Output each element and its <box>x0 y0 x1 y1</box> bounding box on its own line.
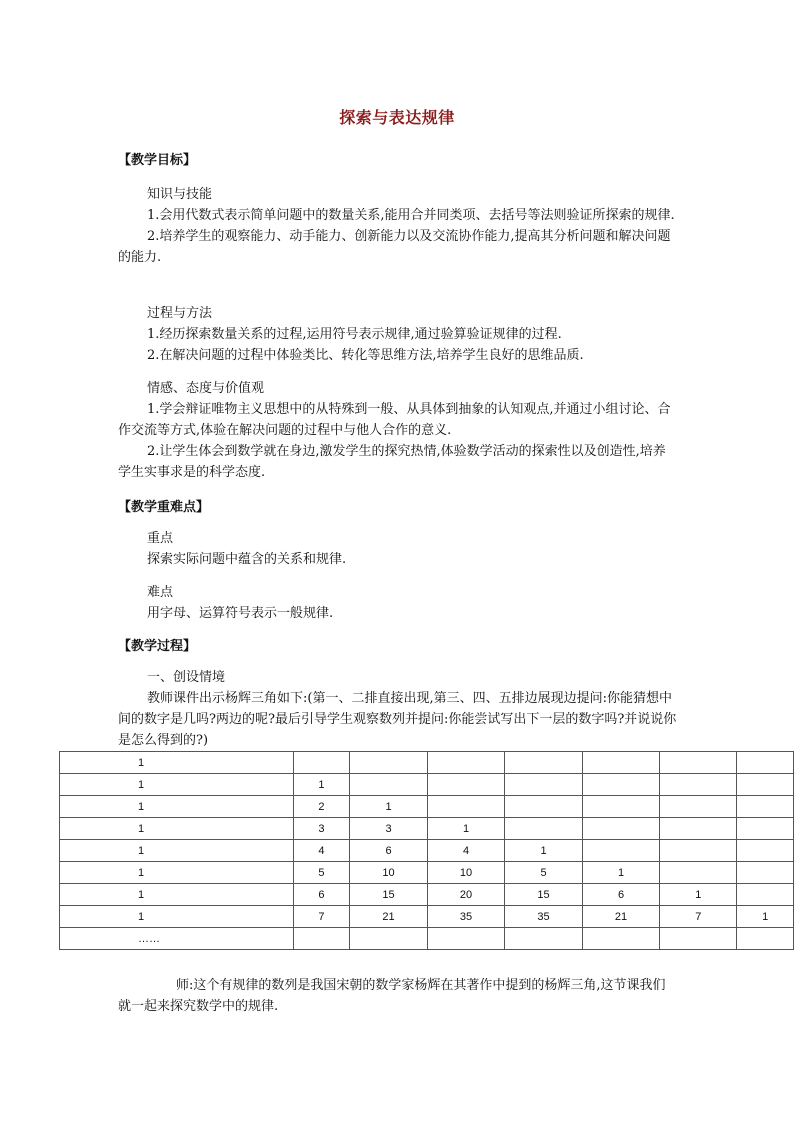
difficulty-block <box>118 582 678 624</box>
table-row <box>60 840 794 862</box>
objectives-section <box>118 150 678 171</box>
table-cell <box>737 928 794 950</box>
closing-text: 师:这个有规律的数列是我国宋朝的数学家杨辉在其著作中提到的杨辉三角,这节课我们就一起来探究数学中的规律. <box>118 978 666 1014</box>
table-cell: 10 <box>350 862 428 884</box>
table-cell: 2 <box>293 796 350 818</box>
table-cell <box>582 796 660 818</box>
table-cell <box>582 840 660 862</box>
closing-block <box>118 975 678 1017</box>
scenario-block <box>118 667 678 751</box>
table-cell: 10 <box>427 862 505 884</box>
table-cell: 1 <box>60 752 294 774</box>
table-cell: 15 <box>350 884 428 906</box>
table-cell: 1 <box>60 906 294 928</box>
table-cell: 5 <box>505 862 583 884</box>
table-cell <box>427 796 505 818</box>
table-row <box>60 884 794 906</box>
table-cell <box>582 752 660 774</box>
table-cell <box>505 796 583 818</box>
table-cell: 3 <box>350 818 428 840</box>
table-cell <box>660 862 737 884</box>
keypoints-section <box>118 497 678 518</box>
process-item-1: 1.经历探索数量关系的过程,运用符号表示规律,通过验算验证规律的过程. <box>147 327 562 342</box>
table-cell: 6 <box>350 840 428 862</box>
table-cell <box>660 840 737 862</box>
table-row <box>60 818 794 840</box>
table-cell <box>582 774 660 796</box>
table-cell <box>350 928 428 950</box>
table-cell <box>737 818 794 840</box>
process-label: 过程与方法 <box>147 306 213 321</box>
table-cell: 35 <box>427 906 505 928</box>
step-label: 一、创设情境 <box>147 670 226 685</box>
table-row <box>60 796 794 818</box>
scenario-intro: 教师课件出示杨辉三角如下:(第一、二排直接出现,第三、四、五排边展现边提问:你能猜想中间的数字是几吗?两边的呢?最后引导学生观察数列并提问:你能尝试写出下一层的数字吗?并说说你是怎么得到的?) <box>118 691 677 748</box>
table-cell <box>582 818 660 840</box>
table-cell <box>427 928 505 950</box>
table-cell <box>505 774 583 796</box>
table-cell <box>737 884 794 906</box>
table-cell: 4 <box>427 840 505 862</box>
focus-text: 探索实际问题中蕴含的关系和规律. <box>147 552 347 567</box>
table-cell <box>505 752 583 774</box>
table-cell: 6 <box>582 884 660 906</box>
attitude-block <box>118 378 678 483</box>
table-cell <box>660 928 737 950</box>
process-heading: 【教学过程】 <box>118 639 197 654</box>
page-title: 探索与表达规律 <box>339 108 455 127</box>
table-row <box>60 774 794 796</box>
table-row <box>60 928 794 950</box>
table-cell: 1 <box>60 862 294 884</box>
focus-block <box>118 528 678 570</box>
table-cell <box>737 840 794 862</box>
table-cell <box>582 928 660 950</box>
difficulty-label: 难点 <box>147 585 174 600</box>
table-cell: 5 <box>293 862 350 884</box>
process-item-2: 2.在解决问题的过程中体验类比、转化等思维方法,培养学生良好的思维品质. <box>147 348 584 363</box>
table-cell <box>427 752 505 774</box>
table-cell <box>505 818 583 840</box>
table-cell: 21 <box>582 906 660 928</box>
process-section <box>118 636 678 657</box>
table-cell <box>293 752 350 774</box>
focus-label: 重点 <box>147 531 174 546</box>
table-row <box>60 752 794 774</box>
table-cell <box>505 928 583 950</box>
table-cell: 3 <box>293 818 350 840</box>
table-cell: 15 <box>505 884 583 906</box>
table-cell: 1 <box>660 884 737 906</box>
attitude-label: 情感、态度与价值观 <box>147 381 265 396</box>
table-cell: 1 <box>505 840 583 862</box>
table-cell <box>660 774 737 796</box>
table-cell: 7 <box>660 906 737 928</box>
process-block <box>118 303 678 366</box>
table-cell: …… <box>60 928 294 950</box>
table-cell <box>660 818 737 840</box>
table-cell: 1 <box>60 796 294 818</box>
table-cell <box>737 796 794 818</box>
table-cell: 1 <box>60 818 294 840</box>
table-cell <box>350 752 428 774</box>
keypoints-heading: 【教学重难点】 <box>118 500 210 515</box>
table-row <box>60 862 794 884</box>
table-cell: 35 <box>505 906 583 928</box>
table-cell <box>737 774 794 796</box>
table-cell <box>737 862 794 884</box>
table-cell: 1 <box>60 884 294 906</box>
objectives-heading: 【教学目标】 <box>118 153 197 168</box>
table-cell: 20 <box>427 884 505 906</box>
table-row <box>60 906 794 928</box>
yanghui-table <box>59 751 794 950</box>
attitude-item-2: 2.让学生体会到数学就在身边,激发学生的探究热情,体验数学活动的探索性以及创造性,培养学生实事求是的科学态度. <box>118 444 666 480</box>
table-cell <box>660 752 737 774</box>
table-cell: 1 <box>582 862 660 884</box>
attitude-item-1: 1.学会辩证唯物主义思想中的从特殊到一般、从具体到抽象的认知观点,并通过小组讨论、合作交流等方式,体验在解决问题的过程中与他人合作的意义. <box>118 402 671 438</box>
knowledge-label: 知识与技能 <box>147 187 213 202</box>
table-cell: 1 <box>60 840 294 862</box>
table-cell: 1 <box>293 774 350 796</box>
table-cell <box>660 796 737 818</box>
table-cell: 4 <box>293 840 350 862</box>
table-cell <box>737 752 794 774</box>
knowledge-block <box>118 184 678 268</box>
table-cell: 21 <box>350 906 428 928</box>
table-cell: 1 <box>60 774 294 796</box>
table-cell: 1 <box>427 818 505 840</box>
table-cell: 1 <box>737 906 794 928</box>
difficulty-text: 用字母、运算符号表示一般规律. <box>147 606 334 621</box>
table-cell: 1 <box>350 796 428 818</box>
knowledge-item-2: 2.培养学生的观察能力、动手能力、创新能力以及交流协作能力,提高其分析问题和解决问题的能力. <box>118 229 671 265</box>
table-cell <box>350 774 428 796</box>
knowledge-item-1: 1.会用代数式表示简单问题中的数量关系,能用合并同类项、去括号等法则验证所探索的规律. <box>147 208 675 223</box>
table-cell <box>427 774 505 796</box>
table-cell: 7 <box>293 906 350 928</box>
table-cell <box>293 928 350 950</box>
table-cell: 6 <box>293 884 350 906</box>
